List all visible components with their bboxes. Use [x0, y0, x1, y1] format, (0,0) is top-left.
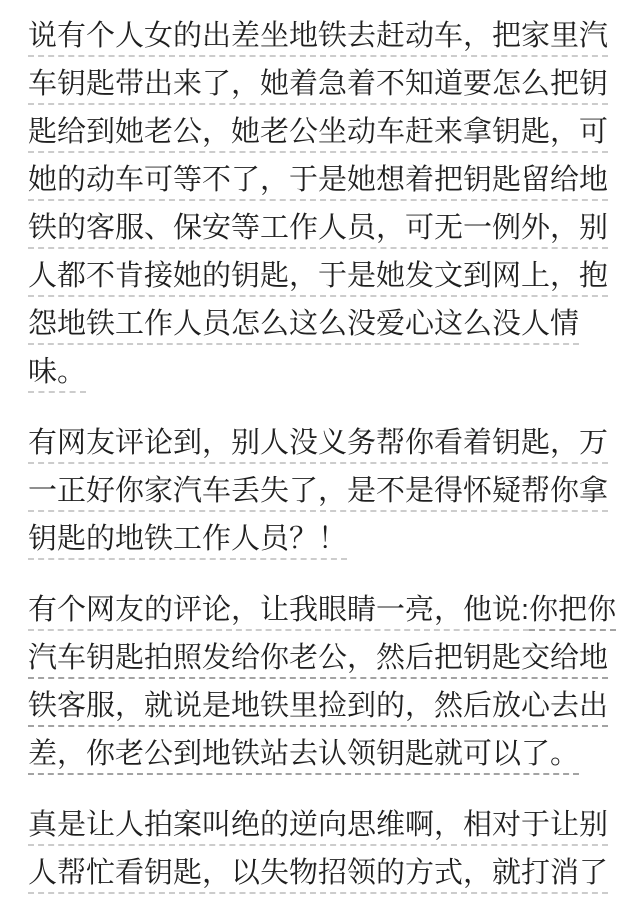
text-line: 说有个人女的出差坐地铁去赶动车，把家里汽	[28, 20, 609, 52]
quote-start: 你把你	[529, 594, 617, 626]
paragraph-1	[28, 12, 612, 396]
text-line: 匙给到她老公，她老公坐动车赶来拿钥匙，可	[28, 116, 609, 148]
text-line: 她的动车可等不了，于是她想着把钥匙留给地	[28, 164, 609, 196]
text-line: 人帮忙看钥匙，以失物招领的方式，就打消了	[28, 857, 609, 889]
quote-lead-in: 有个网友的评论，让我眼睛一亮，他说:	[28, 594, 530, 626]
quote-line: 铁客服，就说是地铁里捡到的，然后放心去出	[28, 690, 609, 722]
text-line	[28, 586, 617, 634]
quote-line: 汽车钥匙拍照发给你老公，然后把钥匙交给地	[28, 642, 609, 674]
text-line: 铁的客服、保安等工作人员，可无一例外，别	[28, 212, 609, 244]
paragraph-2	[28, 419, 612, 563]
text-line: 味。	[28, 356, 87, 388]
paragraph-4	[28, 801, 612, 897]
text-line: 车钥匙带出来了，她着急着不知道要怎么把钥	[28, 68, 609, 100]
text-line: 钥匙的地铁工作人员？！	[28, 523, 348, 555]
text-line: 怨地铁工作人员怎么这么没爱心这么没人情	[28, 308, 580, 340]
text-line: 人都不肯接她的钥匙，于是她发文到网上，抱	[28, 260, 609, 292]
paragraph-3	[28, 586, 617, 778]
text-line: 真是让人拍案叫绝的逆向思维啊，相对于让别	[28, 809, 609, 841]
text-line: 一正好你家汽车丢失了，是不是得怀疑帮你拿	[28, 475, 609, 507]
quote-line: 差，你老公到地铁站去认领钥匙就可以了。	[28, 738, 580, 770]
text-line: 有网友评论到，别人没义务帮你看着钥匙，万	[28, 427, 609, 459]
